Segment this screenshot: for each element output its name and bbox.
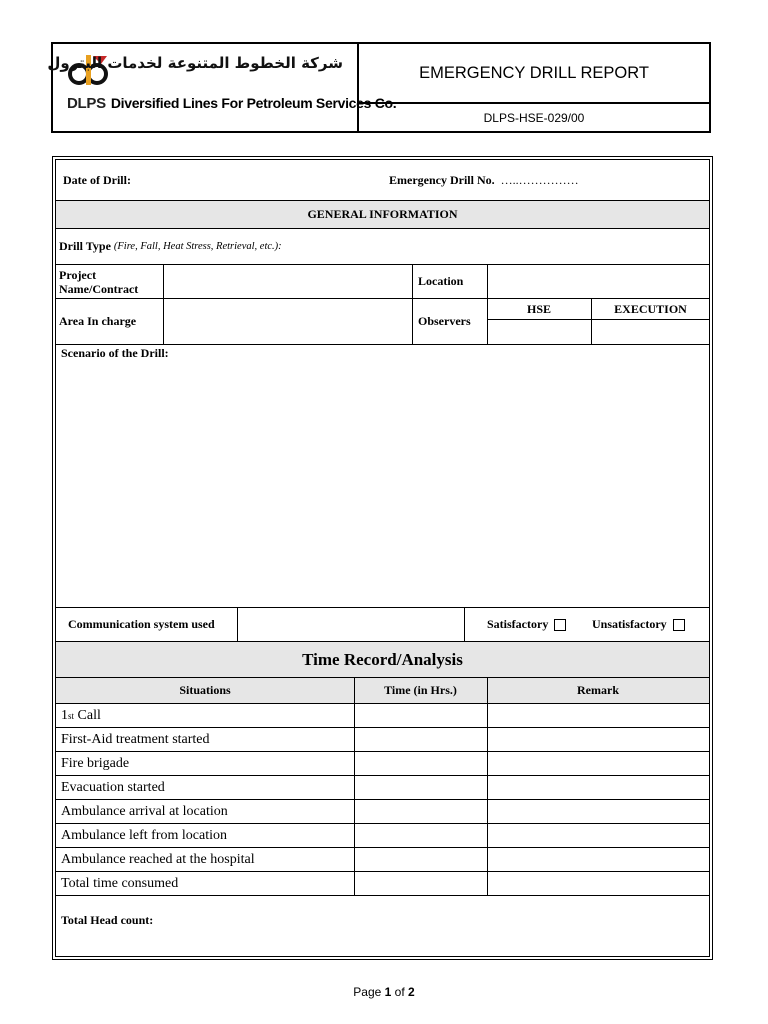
- table-row: [56, 752, 709, 776]
- page-total: 2: [408, 985, 415, 999]
- time-input[interactable]: [354, 872, 487, 895]
- grid-line: [487, 265, 488, 345]
- grid-line: [412, 265, 413, 345]
- date-of-drill-label: Date of Drill:: [63, 172, 131, 187]
- hse-column-label: HSE: [526, 301, 551, 316]
- situation-label: [61, 776, 165, 799]
- communication-label: Communication system used: [68, 617, 215, 631]
- situation-label: [61, 800, 228, 823]
- project-row: [56, 265, 709, 299]
- table-row: [56, 872, 709, 896]
- drill-type-label: Drill Type: [59, 239, 111, 253]
- table-row: [56, 776, 709, 800]
- project-name-input[interactable]: [163, 265, 412, 298]
- area-in-charge-input[interactable]: [163, 299, 412, 344]
- head-count-input[interactable]: [56, 896, 709, 956]
- table-row: [56, 824, 709, 848]
- time-input[interactable]: [354, 800, 487, 823]
- scenario-section[interactable]: [56, 345, 709, 608]
- table-row: [56, 704, 709, 728]
- form-inner-frame: [55, 159, 710, 957]
- unsatisfactory-option[interactable]: [592, 608, 685, 641]
- execution-observer-input[interactable]: [592, 320, 709, 344]
- communication-input[interactable]: [237, 608, 464, 641]
- situation-text: Fire brigade: [61, 755, 130, 771]
- satisfactory-option[interactable]: [487, 608, 566, 641]
- company-name-arabic: شركة الخطوط المتنوعة لخدمات البترول: [47, 54, 343, 72]
- situations-column-header: Situations: [179, 683, 231, 697]
- scenario-label: Scenario of the Drill:: [61, 346, 169, 360]
- remark-column-header: Remark: [577, 683, 619, 697]
- remark-input[interactable]: [487, 824, 709, 847]
- drill-number-label: Emergency Drill No.: [389, 172, 495, 187]
- satisfactory-label: Satisfactory: [487, 617, 549, 631]
- head-count-label: Total Head count:: [61, 913, 154, 927]
- date-row: [56, 160, 709, 201]
- table-row: [56, 728, 709, 752]
- drill-type-row[interactable]: [56, 229, 709, 265]
- remark-input[interactable]: [487, 776, 709, 799]
- unsatisfactory-label: Unsatisfactory: [592, 617, 667, 631]
- satisfactory-checkbox[interactable]: [554, 619, 566, 631]
- situation-ordinal-suffix: st: [68, 710, 75, 721]
- project-name-label: Project Name/Contract: [59, 267, 139, 296]
- time-input[interactable]: [354, 776, 487, 799]
- table-row: [56, 800, 709, 824]
- header-title-block: [359, 44, 709, 131]
- drill-number-dots: …..……………: [500, 172, 579, 187]
- drill-type-note: (Fire, Fall, Heat Stress, Retrieval, etc.):: [113, 241, 282, 252]
- of-word: of: [394, 985, 405, 999]
- document-code: DLPS-HSE-029/00: [483, 110, 585, 125]
- company-abbreviation: DLPS: [67, 95, 106, 112]
- general-info-row: [56, 201, 709, 229]
- situation-text-rest: Call: [74, 707, 101, 723]
- remark-input[interactable]: [487, 752, 709, 775]
- drill-report-form: [52, 156, 713, 960]
- remark-input[interactable]: [487, 800, 709, 823]
- situation-text: Ambulance reached at the hospital: [61, 851, 255, 867]
- area-row: [56, 299, 709, 345]
- location-input[interactable]: [487, 265, 709, 298]
- situation-label: [61, 704, 101, 727]
- time-column-header: Time (in Hrs.): [384, 683, 457, 697]
- time-input[interactable]: [354, 728, 487, 751]
- grid-line: [354, 678, 355, 895]
- area-in-charge-label: Area In charge: [59, 314, 137, 328]
- situation-text: Evacuation started: [61, 779, 165, 795]
- document-header: [47, 42, 711, 133]
- observers-divider: [487, 319, 709, 320]
- company-name-english: [67, 95, 396, 112]
- time-input[interactable]: [354, 704, 487, 727]
- remark-input[interactable]: [487, 872, 709, 895]
- general-info-heading: GENERAL INFORMATION: [307, 207, 458, 221]
- company-logo-block: [47, 44, 397, 131]
- time-input[interactable]: [354, 848, 487, 871]
- drill-number-field[interactable]: [389, 160, 579, 200]
- situation-label: [61, 872, 178, 895]
- grid-line: [487, 678, 488, 895]
- remark-input[interactable]: [487, 704, 709, 727]
- time-input[interactable]: [354, 824, 487, 847]
- grid-line: [237, 608, 238, 642]
- grid-line: [464, 608, 465, 642]
- report-title: EMERGENCY DRILL REPORT: [359, 44, 709, 104]
- time-table-header: [56, 678, 709, 704]
- situation-label: [61, 848, 255, 871]
- page-number: [0, 985, 768, 999]
- communication-row: [56, 608, 709, 642]
- grid-line: [163, 265, 164, 345]
- situation-text: Ambulance left from location: [61, 827, 227, 843]
- grid-line: [591, 299, 592, 345]
- table-row: [56, 848, 709, 872]
- page-word: Page: [353, 985, 382, 999]
- time-record-title-row: [56, 642, 709, 678]
- observers-label: Observers: [418, 314, 471, 328]
- hse-observer-input[interactable]: [487, 320, 591, 344]
- situation-label: [61, 752, 129, 775]
- situation-label: [61, 728, 210, 751]
- time-input[interactable]: [354, 752, 487, 775]
- unsatisfactory-checkbox[interactable]: [673, 619, 685, 631]
- situation-text: First-Aid treatment started: [61, 731, 210, 747]
- situation-text: Total time consumed: [61, 875, 179, 891]
- remark-input[interactable]: [487, 728, 709, 751]
- page-current: 1: [384, 985, 392, 999]
- location-label: Location: [418, 274, 464, 288]
- drill-type-field: [59, 229, 282, 264]
- situation-label: [61, 824, 227, 847]
- company-full-name: Diversified Lines For Petroleum Services Co.: [110, 95, 397, 111]
- situation-text: Ambulance arrival at location: [61, 803, 228, 819]
- situation-text: 1: [61, 707, 68, 723]
- time-record-title: Time Record/Analysis: [302, 649, 463, 669]
- remark-input[interactable]: [487, 848, 709, 871]
- execution-column-label: EXECUTION: [614, 301, 687, 316]
